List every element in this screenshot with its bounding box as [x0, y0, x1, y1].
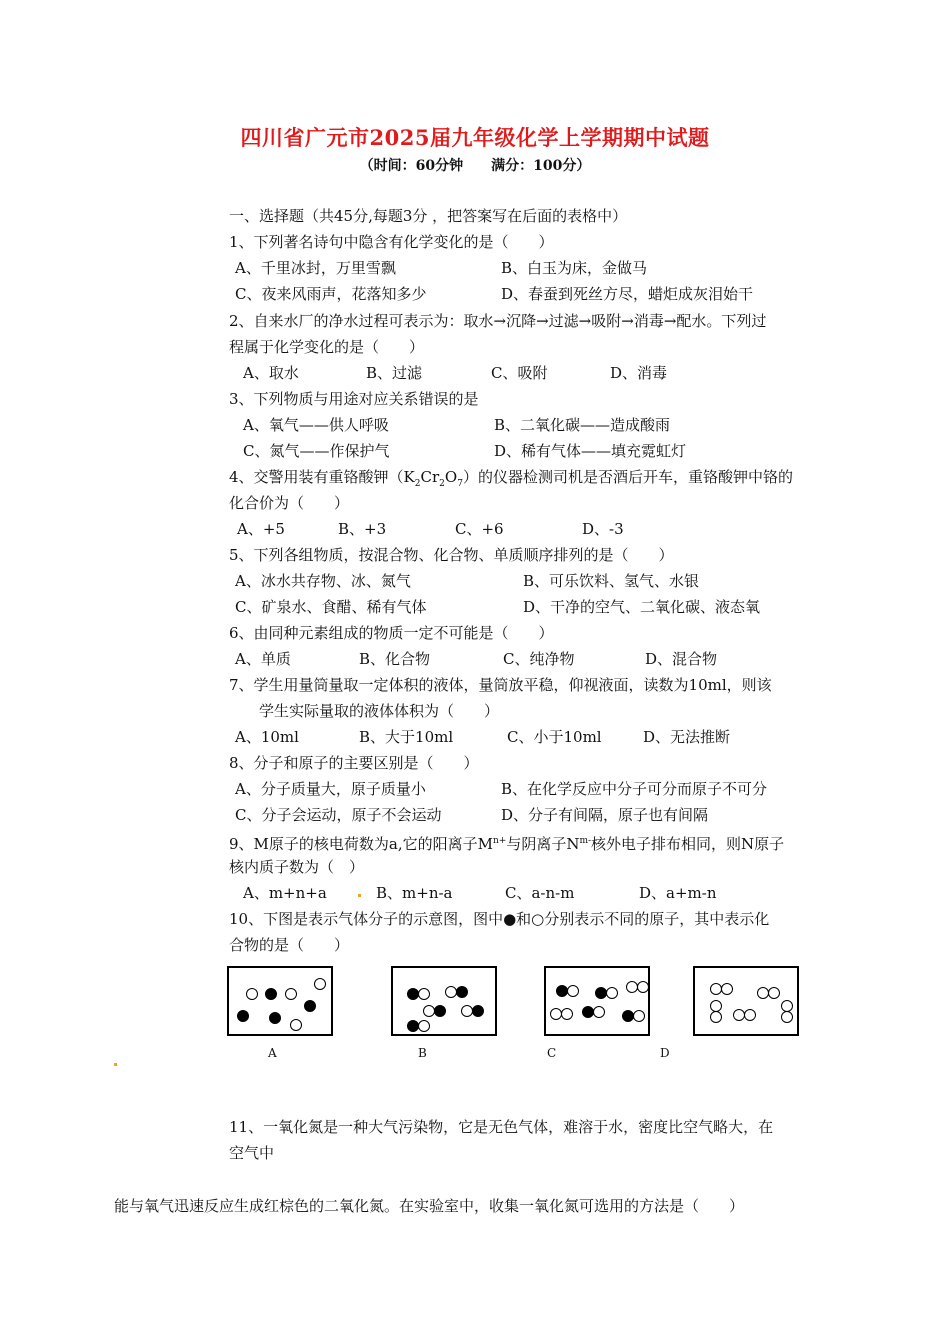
white-atom	[418, 988, 430, 1000]
q9-option-d: D、a+m-n	[639, 884, 717, 902]
q8-option-b: B、在化学反应中分子可分而原子不可分	[501, 780, 768, 798]
black-atom	[456, 986, 468, 998]
white-atom	[768, 987, 780, 999]
q4-o: O	[444, 468, 458, 486]
q5-stem: 5、下列各组物质，按混合物、化合物、单质顺序排列的是（ ）	[229, 546, 674, 564]
q5-option-b: B、可乐饮料、氢气、水银	[523, 572, 700, 590]
stray-dot	[114, 1063, 117, 1066]
q8-option-d: D、分子有间隔，原子也有间隔	[501, 806, 709, 824]
white-atom	[637, 981, 649, 993]
white-atom	[721, 983, 733, 995]
q6-option-b: B、化合物	[359, 650, 431, 668]
q7-option-c: C、小于10ml	[507, 728, 602, 746]
white-atom	[290, 1019, 302, 1031]
figure-d	[693, 966, 799, 1036]
q6-option-c: C、纯净物	[503, 650, 575, 668]
q9-stem-line1	[229, 831, 784, 854]
white-atom	[781, 1011, 793, 1023]
q2-option-b: B、过滤	[366, 364, 423, 382]
q4-stem-pre: 4、交警用装有重铬酸钾（K	[229, 468, 415, 486]
q2-option-a: A、取水	[243, 364, 299, 382]
q6-option-d: D、混合物	[645, 650, 718, 668]
q9-stem-line2: 核内质子数为（ ）	[229, 858, 365, 876]
figure-a	[227, 966, 333, 1036]
q4-option-c: C、+6	[455, 520, 504, 538]
black-atom	[472, 1005, 484, 1017]
q3-option-a: A、氧气——供人呼吸	[243, 416, 389, 434]
q7-stem-line2: 学生实际量取的液体体积为（ ）	[259, 702, 500, 720]
q11-stem-line2: 空气中	[229, 1144, 275, 1162]
q3-option-b: B、二氧化碳——造成酸雨	[494, 416, 671, 434]
white-atom	[314, 978, 326, 990]
white-atom	[418, 1020, 430, 1032]
q9-stem-post: 核外电子排布相同，则N原子	[591, 835, 785, 853]
black-atom	[265, 988, 277, 1000]
q4-stem-line1	[229, 467, 793, 494]
exam-title: 四川省广元市2025届九年级化学上学期期中试题	[240, 125, 710, 150]
figure-c	[544, 966, 650, 1036]
figure-d-label: D	[660, 1046, 670, 1060]
q5-option-d: D、干净的空气、二氧化碳、液态氧	[523, 598, 761, 616]
white-atom	[246, 988, 258, 1000]
q8-option-c: C、分子会运动，原子不会运动	[235, 806, 442, 824]
q2-option-c: C、吸附	[491, 364, 548, 382]
q3-option-c: C、氮气——作保护气	[243, 442, 390, 460]
q11-stem-line3: 能与氧气迅速反应生成红棕色的二氧化氮。在实验室中，收集一氧化氮可选用的方法是（ ）	[114, 1197, 745, 1215]
q8-option-a: A、分子质量大，原子质量小	[235, 780, 426, 798]
exam-subtitle: （时间：60分钟 满分：100分）	[359, 158, 591, 174]
q6-option-a: A、单质	[235, 650, 291, 668]
q11-stem-line1: 11、一氧化氮是一种大气污染物，它是无色气体，难溶于水，密度比空气略大，在	[229, 1118, 774, 1136]
q3-option-d: D、稀有气体——填充霓虹灯	[494, 442, 687, 460]
white-atom	[633, 1010, 645, 1022]
q4-cr: Cr	[420, 468, 440, 486]
figure-b-label: B	[418, 1046, 427, 1060]
q4-stem-line2: 化合价为（ ）	[229, 494, 350, 512]
q2-stem-line1: 2、自来水厂的净水过程可表示为：取水→沉降→过滤→吸附→消毒→配水。下列过	[229, 312, 767, 330]
q4-sub-3: 7	[457, 479, 463, 489]
figure-b	[391, 966, 497, 1036]
q3-stem: 3、下列物质与用途对应关系错误的是	[229, 390, 479, 408]
white-atom	[285, 988, 297, 1000]
q2-stem-line2: 程属于化学变化的是（ ）	[229, 338, 425, 356]
q9-option-a: A、m+n+a	[243, 884, 327, 902]
white-atom	[593, 1006, 605, 1018]
q7-option-d: D、无法推断	[643, 728, 731, 746]
q10-stem-line2: 合物的是（ ）	[229, 936, 350, 954]
white-atom	[606, 987, 618, 999]
stray-dot	[358, 894, 361, 897]
white-atom	[744, 1009, 756, 1021]
q4-sub-2: 2	[439, 479, 445, 489]
figure-a-label: A	[268, 1046, 277, 1060]
q1-option-b: B、白玉为床，金做马	[501, 259, 648, 277]
q4-option-d: D、-3	[582, 520, 624, 538]
q1-option-d: D、春蚕到死丝方尽，蜡炬成灰泪始干	[501, 285, 754, 303]
q6-stem: 6、由同种元素组成的物质一定不可能是（ ）	[229, 624, 554, 642]
q7-option-a: A、10ml	[235, 728, 299, 746]
q4-option-b: B、+3	[338, 520, 387, 538]
q4-sub-1: 2	[414, 479, 421, 489]
q1-stem: 1、下列著名诗句中隐含有化学变化的是（ ）	[229, 233, 554, 251]
q1-option-c: C、夜来风雨声，花落知多少	[235, 285, 427, 303]
white-atom	[710, 1011, 722, 1023]
q2-option-d: D、消毒	[610, 364, 668, 382]
q9-sup-2: m-	[579, 836, 592, 846]
black-atom	[269, 1012, 281, 1024]
black-atom	[237, 1010, 249, 1022]
q5-option-c: C、矿泉水、食醋、稀有气体	[235, 598, 427, 616]
q7-option-b: B、大于10ml	[359, 728, 454, 746]
white-atom	[561, 1008, 573, 1020]
q1-option-a: A、千里冰封，万里雪飘	[235, 259, 396, 277]
q9-sup-1: n+	[492, 836, 507, 846]
q5-option-a: A、冰水共存物、冰、氮气	[235, 572, 411, 590]
black-atom	[304, 1000, 316, 1012]
q9-stem-mid: 与阴离子N	[506, 835, 580, 853]
figure-c-label: C	[547, 1046, 557, 1060]
q9-option-b: B、m+n-a	[376, 884, 453, 902]
q8-stem: 8、分子和原子的主要区别是（ ）	[229, 754, 479, 772]
q4-stem-post: ）的仪器检测司机是否酒后开车，重铬酸钾中铬的	[462, 468, 793, 486]
q4-option-a: A、+5	[237, 520, 285, 538]
q7-stem-line1: 7、学生用量筒量取一定体积的液体，量筒放平稳，仰视液面，读数为10ml，则该	[229, 676, 772, 694]
black-atom	[434, 1005, 446, 1017]
q9-stem-pre: 9、M原子的核电荷数为a,它的阳离子M	[229, 835, 493, 853]
q10-stem-line1: 10、下图是表示气体分子的示意图，图中●和○分别表示不同的原子，其中表示化	[229, 910, 770, 928]
q9-option-c: C、a-n-m	[505, 884, 575, 902]
section-heading: 一、选择题（共45分,每题3分 ，把答案写在后面的表格中）	[229, 207, 628, 225]
white-atom	[567, 985, 579, 997]
